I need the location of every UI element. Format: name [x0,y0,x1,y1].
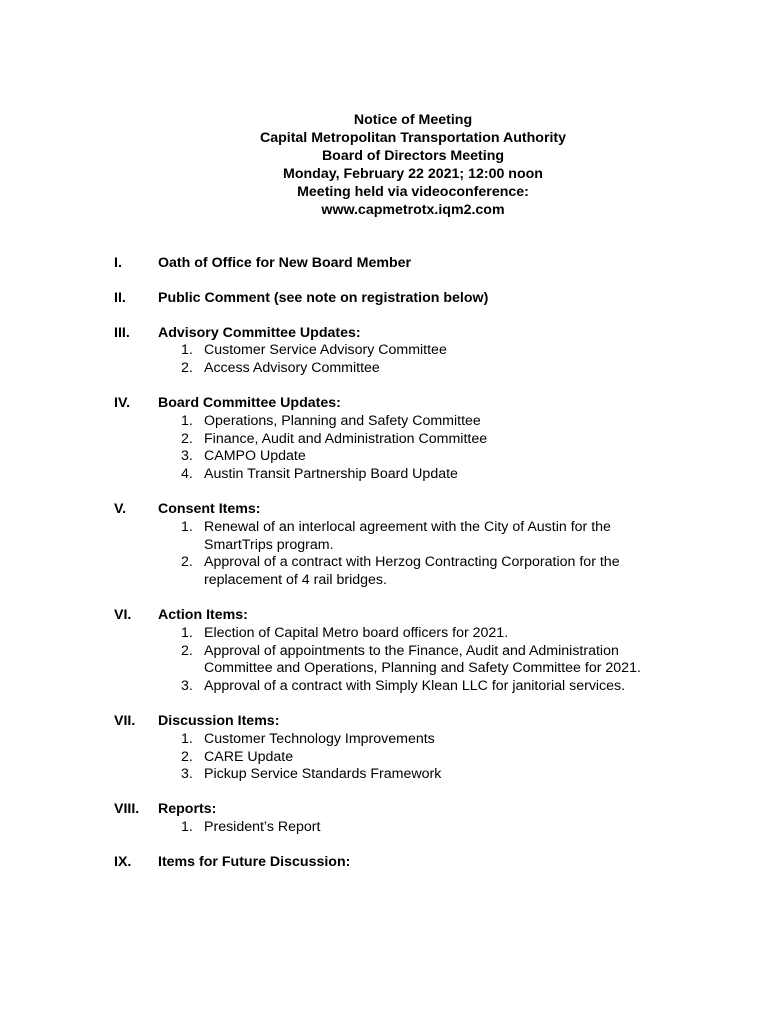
list-item-number: 3. [181,766,193,783]
agenda-section [114,801,674,837]
section-numeral: III. [114,324,130,341]
section-numeral: I. [114,255,122,271]
agenda-section [114,325,674,378]
section-title: Consent Items: [158,500,261,517]
meeting-name: Board of Directors Meeting [321,148,505,164]
section-title: Reports: [158,801,217,818]
section-title: Board Committee Updates: [158,394,341,411]
list-item [114,448,674,466]
agenda-section [114,290,674,308]
list-item-text: Election of Capital Metro board officers for 2021. [204,624,509,641]
section-numeral: IX. [114,853,132,870]
section-numeral: V. [114,500,127,517]
list-item-number: 1. [181,342,193,359]
section-numeral: VII. [114,712,136,729]
list-item [114,554,674,590]
list-item-number: 1. [181,818,193,835]
list-item-text: CARE Update [204,748,294,765]
agenda-section [114,854,674,872]
list-item [114,766,674,784]
list-item [114,360,674,378]
list-item-number: 2. [181,360,193,377]
organization-name: Capital Metropolitan Transportation Authority [259,130,567,146]
meeting-date-time: Monday, February 22 2021; 12:00 noon [283,166,543,182]
agenda-section [114,713,674,784]
list-item-text: Pickup Service Standards Framework [204,766,442,783]
list-item [114,519,674,555]
list-item-number: 2. [181,554,193,571]
section-numeral: VIII. [114,801,140,818]
list-item-text: Approval of a contract with Herzog Contracting Corporation for the replacement of 4 rail bridges. [204,554,620,589]
section-item-list [114,342,674,378]
section-item-list [114,413,674,484]
section-title: Public Comment (see note on registration below) [158,289,489,306]
section-item-list [114,731,674,784]
list-item [114,342,674,360]
section-title: Oath of Office for New Board Member [158,255,412,271]
list-item [114,625,674,643]
list-item-number: 1. [181,624,193,641]
list-item-number: 2. [181,430,193,447]
list-item [114,749,674,767]
list-item-number: 1. [181,730,193,747]
section-title: Advisory Committee Updates: [158,324,361,341]
list-item-number: 2. [181,642,193,659]
list-item-number: 1. [181,412,193,429]
section-item-list [114,519,674,590]
list-item [114,413,674,431]
list-item-text: President’s Report [204,818,321,835]
agenda-section [114,607,674,696]
list-item-number: 3. [181,678,193,695]
list-item-text: Customer Technology Improvements [204,730,435,747]
list-item-number: 2. [181,748,193,765]
list-item [114,731,674,749]
list-item [114,431,674,449]
meeting-format: Meeting held via videoconference: [297,184,529,200]
section-title: Discussion Items: [158,712,280,729]
list-item-text: Austin Transit Partnership Board Update [204,466,458,483]
agenda-list [114,255,674,872]
list-item-number: 3. [181,448,193,465]
meeting-url: www.capmetrotx.iqm2.com [321,202,505,218]
agenda-section [114,255,674,273]
list-item-text: Finance, Audit and Administration Committee [204,430,488,447]
list-item [114,678,674,696]
section-item-list [114,819,674,837]
list-item [114,643,674,679]
list-item-text: Renewal of an interlocal agreement with the City of Austin for the SmartTrips program. [204,518,611,553]
agenda-section [114,395,674,484]
list-item-number: 4. [181,466,193,483]
section-title: Action Items: [158,606,248,623]
list-item-text: Operations, Planning and Safety Committee [204,412,481,429]
section-numeral: IV. [114,394,131,411]
agenda-section [114,501,674,590]
list-item-text: Access Advisory Committee [204,360,380,377]
list-item [114,466,674,484]
section-title: Items for Future Discussion: [158,853,351,870]
section-numeral: II. [114,289,126,306]
list-item-number: 1. [181,518,193,535]
list-item-text: Customer Service Advisory Committee [204,342,447,359]
section-numeral: VI. [114,606,132,623]
meeting-notice-header [0,111,770,219]
list-item-text: Approval of appointments to the Finance, Audit and Administration Committee and Operations, Planning and Safety Committee for 2021. [204,642,641,677]
section-item-list [114,625,674,696]
list-item [114,819,674,837]
list-item-text: CAMPO Update [204,448,306,465]
notice-title: Notice of Meeting [353,112,473,128]
list-item-text: Approval of a contract with Simply Klean LLC for janitorial services. [204,678,626,695]
